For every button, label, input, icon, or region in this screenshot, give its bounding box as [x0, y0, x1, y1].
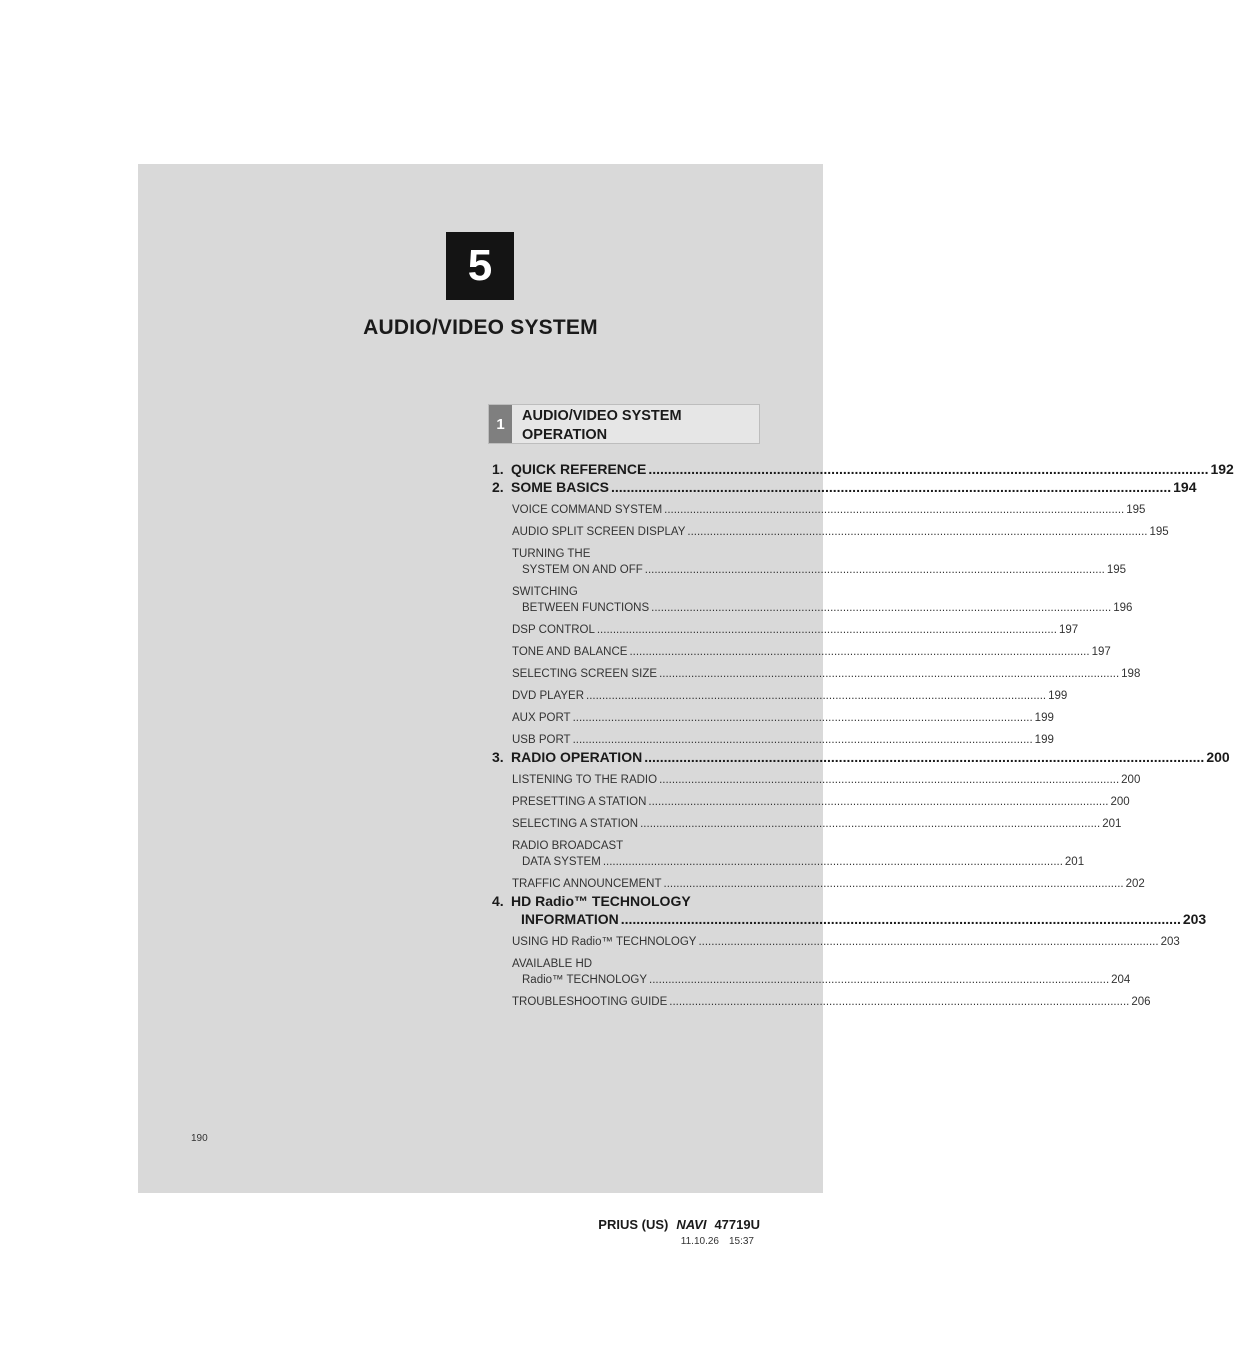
- toc-sub-entry: [512, 644, 1111, 660]
- toc-entry-number: 1.: [492, 461, 504, 477]
- toc-sub-page: 203: [1160, 936, 1180, 948]
- toc-sub-title: PRESETTING A STATION: [512, 796, 647, 808]
- chapter-number-box: [446, 232, 514, 300]
- toc-sub-entry: [512, 688, 1068, 704]
- section-title: AUDIO/VIDEO SYSTEM OPERATION: [522, 408, 682, 443]
- footer-code: 47719U: [714, 1217, 760, 1232]
- toc-line: [512, 524, 1169, 540]
- toc-entry-number: 4.: [492, 893, 504, 909]
- toc-sub-page: 200: [1110, 796, 1130, 808]
- toc-section: [492, 892, 1207, 1010]
- footer-time: 15:37: [728, 1236, 754, 1247]
- toc-sub-list: [492, 772, 1145, 892]
- toc-sub-title-cont: SYSTEM ON AND OFF: [522, 564, 643, 576]
- toc-sub-page: 197: [1091, 646, 1111, 658]
- toc-sub-title: USB PORT: [512, 734, 571, 746]
- toc-sub-title: USING HD Radio™ TECHNOLOGY: [512, 936, 697, 948]
- toc-entry-page: 192: [1210, 461, 1234, 477]
- toc-entry-title: HD Radio™ TECHNOLOGY: [511, 893, 691, 909]
- toc-sub-page: 198: [1121, 668, 1141, 680]
- dot-leader: [651, 600, 1111, 616]
- toc-sub-title: TURNING THE: [512, 548, 591, 560]
- toc-line: [511, 910, 1206, 928]
- toc-sub-title: LISTENING TO THE RADIO: [512, 774, 658, 786]
- toc-line: [512, 644, 1111, 660]
- toc-sub-title: VOICE COMMAND SYSTEM: [512, 504, 663, 516]
- section-number: 1: [489, 405, 512, 443]
- toc-line: [511, 460, 1234, 478]
- chapter-title: AUDIO/VIDEO SYSTEM: [363, 316, 598, 339]
- toc-sub-entry: [512, 622, 1079, 638]
- toc-sub-page: 201: [1064, 856, 1085, 868]
- toc-sub-page: 206: [1131, 996, 1151, 1008]
- toc-entry-body: [511, 892, 1206, 928]
- toc-sub-entry: [512, 584, 1133, 616]
- toc-sub-title: SWITCHING: [512, 586, 578, 598]
- toc-sub-entry: [512, 994, 1151, 1010]
- table-of-contents: [492, 460, 1234, 1010]
- footer-model: [598, 1217, 760, 1232]
- toc-sub-title: AUX PORT: [512, 712, 571, 724]
- dot-leader: [629, 644, 1089, 660]
- dot-leader: [603, 854, 1063, 870]
- toc-sub-entry: [512, 794, 1130, 810]
- toc-sub-entry: [512, 876, 1145, 892]
- toc-sub-page: 204: [1111, 974, 1131, 986]
- dot-leader: [659, 772, 1119, 788]
- toc-sub-title-cont: Radio™ TECHNOLOGY: [522, 974, 648, 986]
- toc-sub-title-cont: BETWEEN FUNCTIONS: [522, 602, 650, 614]
- footer-timestamp: [681, 1236, 754, 1247]
- toc-sub-entry: [512, 956, 1131, 988]
- toc-sub-title: AVAILABLE HD: [512, 958, 593, 970]
- dot-leader: [573, 732, 1033, 748]
- dot-leader: [659, 666, 1119, 682]
- toc-line: [512, 562, 1127, 578]
- toc-sub-page: 196: [1113, 602, 1133, 614]
- toc-entry-page: 194: [1173, 479, 1197, 495]
- toc-sub-entry: [512, 816, 1122, 832]
- dot-leader: [611, 478, 1171, 496]
- dot-leader: [664, 876, 1124, 892]
- toc-sub-title: DVD PLAYER: [512, 690, 585, 702]
- toc-line: [511, 478, 1196, 496]
- toc-sub-title: TRAFFIC ANNOUNCEMENT: [512, 878, 662, 890]
- toc-main-entry: [492, 460, 1234, 478]
- footer-model-name: PRIUS (US): [598, 1217, 669, 1232]
- toc-line: [512, 732, 1054, 748]
- toc-sub-entry: [512, 838, 1085, 870]
- dot-leader: [648, 460, 1208, 478]
- toc-sub-page: 201: [1102, 818, 1122, 830]
- toc-line: [512, 972, 1131, 988]
- toc-line: [512, 876, 1145, 892]
- toc-section: [492, 478, 1197, 748]
- toc-line: [512, 600, 1133, 616]
- toc-sub-list: [492, 934, 1180, 1010]
- toc-sub-page: 202: [1125, 878, 1145, 890]
- footer-navi: NAVI: [676, 1217, 707, 1232]
- toc-sub-entry: [512, 524, 1169, 540]
- toc-line: [512, 934, 1180, 950]
- toc-sub-title: SELECTING A STATION: [512, 818, 639, 830]
- toc-entry-page: 203: [1182, 911, 1207, 927]
- toc-sub-page: 195: [1149, 526, 1169, 538]
- toc-section: [492, 748, 1230, 892]
- dot-leader: [640, 816, 1100, 832]
- dot-leader: [648, 794, 1108, 810]
- toc-sub-entry: [512, 502, 1146, 518]
- toc-sub-title: SELECTING SCREEN SIZE: [512, 668, 658, 680]
- toc-main-entry: [492, 748, 1230, 766]
- dot-leader: [649, 972, 1109, 988]
- toc-line: [512, 854, 1085, 870]
- toc-sub-title: TONE AND BALANCE: [512, 646, 628, 658]
- toc-entry-title-cont: INFORMATION: [521, 911, 619, 927]
- dot-leader: [698, 934, 1158, 950]
- chapter-number: 5: [467, 241, 493, 290]
- dot-leader: [687, 524, 1147, 540]
- toc-sub-entry: [512, 772, 1141, 788]
- dot-leader: [669, 994, 1129, 1010]
- toc-line: [512, 622, 1079, 638]
- toc-sub-page: 199: [1034, 712, 1054, 724]
- toc-sub-page: 199: [1034, 734, 1054, 746]
- footer-date: 11.10.26: [680, 1236, 719, 1247]
- toc-sub-page: 197: [1058, 624, 1079, 636]
- toc-sub-title: AUDIO SPLIT SCREEN DISPLAY: [512, 526, 686, 538]
- toc-line: [512, 772, 1141, 788]
- toc-sub-list: [492, 502, 1169, 748]
- toc-sub-page: 195: [1126, 504, 1146, 516]
- dot-leader: [645, 562, 1105, 578]
- toc-line: [511, 748, 1230, 766]
- section-header: [488, 404, 760, 444]
- dot-leader: [621, 910, 1181, 928]
- dot-leader: [573, 710, 1033, 726]
- toc-sub-entry: [512, 710, 1054, 726]
- toc-main-entry: [492, 478, 1197, 496]
- toc-entry-title: QUICK REFERENCE: [511, 461, 647, 477]
- toc-sub-entry: [512, 546, 1127, 578]
- toc-sub-page: 200: [1121, 774, 1141, 786]
- toc-entry-page: 200: [1206, 749, 1230, 765]
- toc-entry-number: 3.: [492, 749, 504, 765]
- dot-leader: [644, 748, 1204, 766]
- dot-leader: [664, 502, 1124, 518]
- toc-sub-title: RADIO BROADCAST: [512, 840, 624, 852]
- toc-line: [512, 816, 1122, 832]
- toc-entry-number: 2.: [492, 479, 504, 495]
- toc-line: [512, 502, 1146, 518]
- toc-sub-title-cont: DATA SYSTEM: [522, 856, 601, 868]
- toc-line: [512, 688, 1068, 704]
- toc-sub-title: TROUBLESHOOTING GUIDE: [512, 996, 668, 1008]
- toc-sub-entry: [512, 666, 1141, 682]
- toc-line: [512, 994, 1151, 1010]
- toc-line: [512, 710, 1054, 726]
- toc-sub-entry: [512, 732, 1054, 748]
- dot-leader: [586, 688, 1046, 704]
- toc-main-entry: [492, 892, 1207, 928]
- toc-entry-body: [511, 478, 1196, 496]
- toc-sub-entry: [512, 934, 1180, 950]
- toc-entry-body: [511, 460, 1234, 478]
- toc-entry-title: RADIO OPERATION: [511, 749, 643, 765]
- page-number: 190: [191, 1133, 208, 1144]
- toc-sub-title: DSP CONTROL: [512, 624, 595, 636]
- toc-line: [512, 794, 1130, 810]
- toc-sub-page: 199: [1048, 690, 1068, 702]
- dot-leader: [597, 622, 1057, 638]
- toc-entry-title: SOME BASICS: [511, 479, 610, 495]
- toc-section: [492, 460, 1234, 478]
- toc-line: [512, 666, 1141, 682]
- toc-sub-page: 195: [1106, 564, 1127, 576]
- toc-entry-body: [511, 748, 1230, 766]
